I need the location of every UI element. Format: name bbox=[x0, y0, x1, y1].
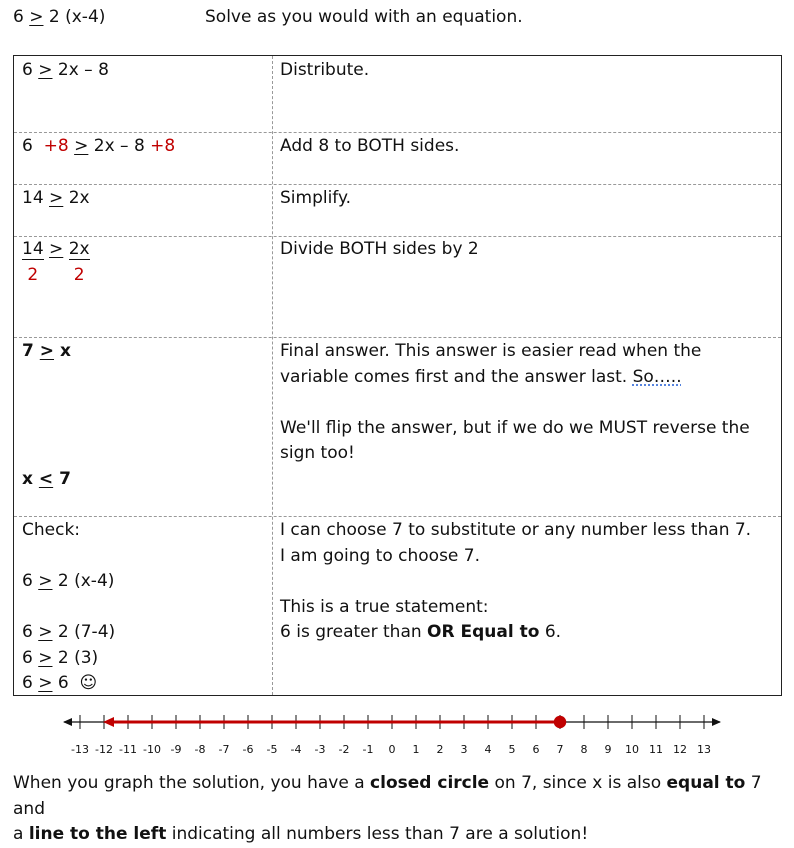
step2-note: Add 8 to BOTH sides. bbox=[280, 136, 460, 156]
tick-label: 8 bbox=[580, 743, 588, 756]
instruction-text: Solve as you would with an equation. bbox=[205, 7, 523, 27]
tick-label: -5 bbox=[266, 743, 278, 756]
tick-label: -2 bbox=[338, 743, 350, 756]
step4-note: Divide BOTH sides by 2 bbox=[280, 239, 479, 259]
tick-label: -7 bbox=[218, 743, 230, 756]
tick-label: -11 bbox=[119, 743, 137, 756]
axis-arrow-left bbox=[63, 718, 72, 726]
tick-label: 3 bbox=[460, 743, 468, 756]
step5-note: Final answer. This answer is easier read when the variable comes first and the answer last. So….. We'll flip the answer, but if we do we MUST reverse the sign too! bbox=[280, 341, 750, 463]
step6-note: I can choose 7 to substitute or any number less than 7. I am going to choose 7. This is a true statement: 6 is greater than OR Equal to 6. bbox=[280, 520, 752, 642]
row-divider bbox=[14, 184, 781, 185]
tick-label: -3 bbox=[314, 743, 326, 756]
tick-label: -10 bbox=[143, 743, 161, 756]
tick-label: 2 bbox=[436, 743, 444, 756]
tick-label: 9 bbox=[604, 743, 612, 756]
tick-label: -8 bbox=[194, 743, 206, 756]
tick-label: -13 bbox=[71, 743, 89, 756]
step2-math: 6 +8 > 2x – 8 +8 bbox=[22, 136, 176, 156]
tick-label: 4 bbox=[484, 743, 492, 756]
tick-label: 7 bbox=[556, 743, 564, 756]
tick-label: 5 bbox=[508, 743, 516, 756]
smiley-icon: ☺ bbox=[79, 673, 98, 693]
tick-label: 10 bbox=[625, 743, 639, 756]
tick-label: 1 bbox=[412, 743, 420, 756]
problem-statement bbox=[13, 7, 105, 27]
final-answer: 7 > x bbox=[22, 341, 71, 361]
flipped-answer: x < 7 bbox=[22, 469, 71, 489]
row-divider bbox=[14, 516, 781, 517]
footer-explanation: When you graph the solution, you have a closed circle on 7, since x is also equal to 7 and a line to the left indicating all numbers less than 7 are a solution! bbox=[13, 773, 762, 844]
tick-label: -1 bbox=[362, 743, 374, 756]
check-work: Check: 6 > 2 (x-4) 6 > 2 (7-4) 6 > 2 (3) 6 > 6 ☺ bbox=[22, 520, 116, 693]
column-divider bbox=[272, 56, 273, 695]
tick-label: -12 bbox=[95, 743, 113, 756]
closed-circle-endpoint bbox=[555, 717, 566, 728]
step4-math: $\frac{14}{2} > \frac{2x}{2}$ bbox=[22, 239, 90, 285]
tick-label: 12 bbox=[673, 743, 687, 756]
tick-label: 0 bbox=[388, 743, 396, 756]
step3-note: Simplify. bbox=[280, 188, 352, 208]
step3-math: 14 > 2x bbox=[22, 188, 90, 208]
tick-label: 13 bbox=[697, 743, 711, 756]
tick-label: -9 bbox=[170, 743, 182, 756]
tick-label: -6 bbox=[242, 743, 254, 756]
row-divider bbox=[14, 337, 781, 338]
step1-note: Distribute. bbox=[280, 60, 370, 80]
tick-label: -4 bbox=[290, 743, 302, 756]
tick-label: 6 bbox=[532, 743, 540, 756]
solution-arrow bbox=[103, 717, 114, 727]
row-divider bbox=[14, 132, 781, 133]
number-line bbox=[60, 708, 730, 760]
axis-arrow-right bbox=[712, 718, 721, 726]
problem-sign: > bbox=[29, 7, 44, 27]
steps-table bbox=[13, 55, 782, 696]
step1-math: 6 > 2x – 8 bbox=[22, 60, 109, 80]
tick-label: 11 bbox=[649, 743, 663, 756]
problem-rhs: 2 (x-4) bbox=[48, 7, 106, 27]
problem-lhs: 6 bbox=[13, 7, 24, 27]
